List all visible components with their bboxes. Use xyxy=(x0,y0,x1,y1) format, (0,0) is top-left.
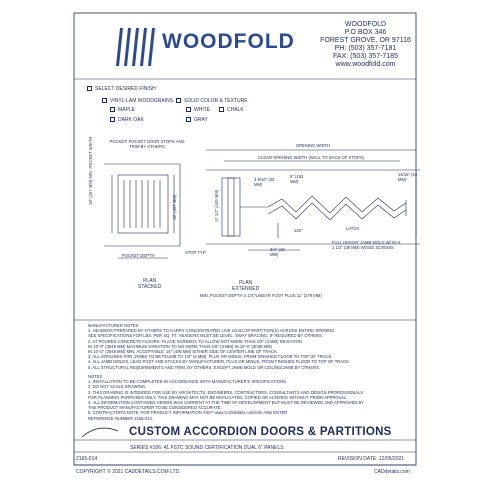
drawing-subtitle: SERIES #186: 41 FSTC SOUND CERTIFICATION DUAL 6" PANELS xyxy=(130,445,284,451)
finish-heading: SELECT DESIRED FINISH xyxy=(95,86,156,92)
gray-label: GRAY xyxy=(194,117,208,123)
general-notes xyxy=(88,374,410,421)
manufacturer-note-item: SEE SPECIFICATIONS FOR LBS. PER SQ. FT. HEADERS MUST BE LEVEL. SWAY BRACING, IF REQUIRED BY OTHERS. xyxy=(88,333,323,339)
general-notes-heading: NOTES xyxy=(88,374,103,379)
manufacturer-note-item: 1. HEADERS PREPARED BY OTHERS TO CARRY CONCENTRATED LIVE LOAD OF PARTITION(S) ACROSS ENTIRE OPENING. xyxy=(88,328,336,334)
pocket-width-label: 18" (457 MM) MIN. POCKET WIDTH xyxy=(88,136,93,205)
manufacturer-notes xyxy=(88,323,410,370)
general-note-item: 4. ALL INFORMATION CONTAINED HEREIN WAS CURRENT AT THE TIME OF DEVELOPMENT BUT MUST BE REVIEWED AND APPROVED BY xyxy=(88,400,365,406)
jamb-note-label: FULL HEIGHT JAMB MOLD W/ #6 X 1 1/2" (38 MM) WOOD SCREWS xyxy=(332,240,401,251)
pocket-depth-label: POCKET DEPTH xyxy=(122,253,155,258)
plan-extended-label: PLAN EXTENDED xyxy=(232,280,260,292)
manufacturer-notes-heading: MANUFACTURER NOTES xyxy=(88,323,139,328)
company-fax: FAX: (503) 357-7185 xyxy=(333,53,398,60)
manufacturer-note-item: 5. ALL STRUCTURAL REQUIREMENTS AND TRIM, BY OTHERS, EXCEPT JAMB MOLD OR CEILING/JAMB BY OTHERS. xyxy=(88,364,321,370)
height-label-extended: 17 1/2" (445 MM) xyxy=(214,189,219,222)
company-po-box: P.O BOX 346 xyxy=(344,29,387,36)
title-swoosh-icon xyxy=(80,423,120,443)
dim-3-4-label: 3/4" (19 MM) xyxy=(270,247,285,258)
general-note-item: REFERENCE NUMBER 2165-014. xyxy=(88,415,154,421)
drawing-title: CUSTOM ACCORDION DOORS & PARTITIONS xyxy=(129,426,392,438)
general-note-item: 3. THIS DRAWING IS INTENDED FOR USE BY ARCHITECTS, ENGINEERS, CONTRACTORS, CONSULTANTS AND DESIGN PROFESSIONALS xyxy=(88,389,364,395)
caddetails-site: CADdetails.com xyxy=(374,469,410,475)
maple-label: MAPLE xyxy=(118,107,135,113)
company-phone: PH: (503) 357-7181 xyxy=(334,45,397,52)
solid-label: SOLID COLOR & TEXTURE xyxy=(184,98,248,104)
dim-15-16-label: 15/16" (24 MM) xyxy=(398,172,418,183)
manufacturer-note-item: 4. ALL JAMB MOLDS, LEAD POST AND STACKS BY MANUFACTURER, PLUS OR MINUS, FROM FINISHED FLOOR TO TOP OF TRACK. xyxy=(88,359,351,365)
plan-stacked-label: PLAN STACKED xyxy=(138,278,162,290)
copyright-text: COPYRIGHT © 2021 CADDETAILS.COM LTD. xyxy=(76,469,181,475)
min-pocket-depth-label: MIN. POCKET DEPTH 2 1/4"/LINEAR FOOT PLUS 11" (279 MM) xyxy=(200,293,322,298)
opening-width-label: OPENING WIDTH xyxy=(296,143,331,148)
chalk-label: CHALK xyxy=(227,107,244,113)
manufacturer-note-item: 2. AT POURED CONCRETE FLOORS: PLACE SCREEDS TO ALLOW NOT MORE THAN 1/8" (3 MM) DEVIATION xyxy=(88,338,302,344)
dark-oak-label: DARK OAK xyxy=(118,117,144,123)
clear-opening-label: CLEAR OPENING WIDTH (WALL TO BACK OF STOPS) xyxy=(258,155,365,160)
manufacturer-note-item: IN 10'-0" (3048 MM) MIN. ACCEPTABLE: 16" (406 MM) EITHER SIDE OF CENTER LINE OF TRACK. xyxy=(88,349,279,355)
general-note-item: THE PRODUCT MANUFACTURER TO BE CONSIDERED ACCURATE. xyxy=(88,405,222,411)
dim-3-9-16-label: 3 9/16" (90 MM) xyxy=(254,177,275,188)
general-note-item: 1. INSTALLATION TO BE COMPLETED IN ACCORDANCE WITH MANUFACTURER'S SPECIFICATIONS. xyxy=(88,379,288,385)
height-label-stacked: 18" (457 MM) xyxy=(172,194,177,220)
company-city: FOREST GROVE, OR 97116 xyxy=(320,37,411,44)
general-note-item: 5. CONTRACTOR'S NOTE: FOR PRODUCT INFORMATION VISIT www.CADdetails.com/info AND ENTER xyxy=(88,410,288,416)
general-note-item: 2. DO NOT SCALE DRAWING. xyxy=(88,384,147,390)
dim-6-label: 6" (152 MM) xyxy=(290,174,304,185)
general-note-item: FOR PLANNING PURPOSES ONLY. THIS DRAWING MAY NOT BE REPLICATED, COPIED OR ALTERED WITHOUT PRIOR APPROVAL. xyxy=(88,394,348,400)
company-name: WOODFOLD xyxy=(344,21,387,28)
logo-wordmark: WOODFOLD xyxy=(162,30,295,53)
latch-label: LATCH xyxy=(346,226,360,231)
pocket-label: POCKET: POCKET DOOR STOPS AND TRIM BY OTHERS xyxy=(109,139,185,150)
stop-typ-label: STOP TYP. xyxy=(185,250,207,255)
manufacturer-note-item: 3. ALL GROUNDS FOR JAMBS TO BE PLUMB TO 1/4" (6 MM). PLUS OR MINUS, FROM FINISHED FLOOR TO TOP OF TRACK. xyxy=(88,354,333,360)
dim-126-label: 126" xyxy=(294,228,303,233)
revision-date: REVISION DATE: 12/05/2021 xyxy=(338,456,405,462)
company-website: www.woodfold.com xyxy=(335,61,396,68)
manufacturer-note-item: IN 10'-0" (3048 MM) MAXIMUM VARIATION TO NO MORE THAN 1/8" (3 MM) IN 10'-0" (3048 MM) xyxy=(88,343,272,349)
vinyl-label: VINYL-LAM WOODGRAINS xyxy=(110,98,174,104)
drawing-number: 2165-014 xyxy=(76,456,98,462)
white-label: WHITE xyxy=(194,107,211,113)
